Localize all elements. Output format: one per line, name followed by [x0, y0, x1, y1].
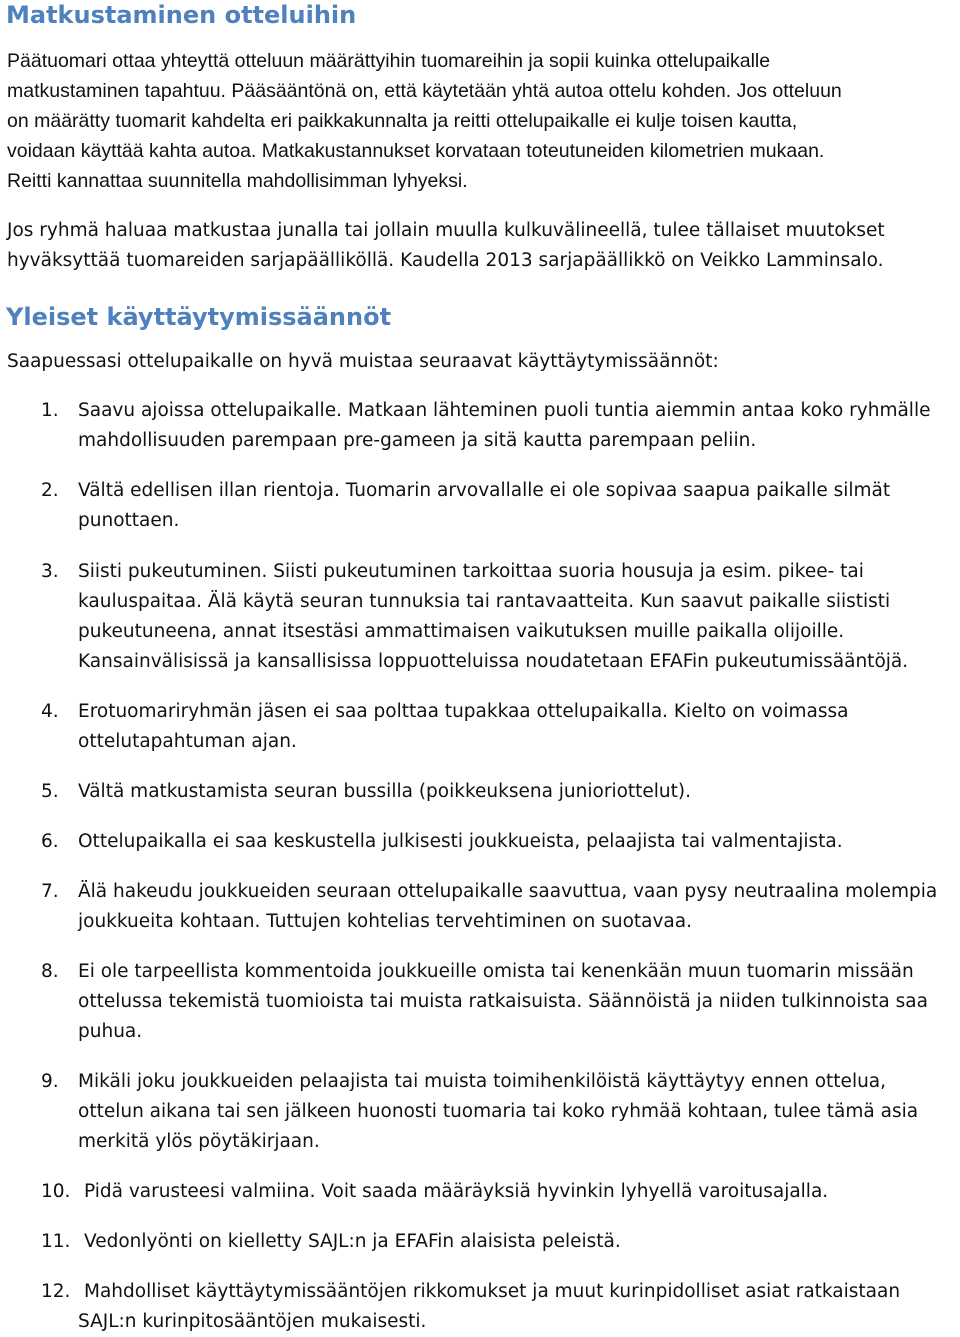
rule-number: 6.: [41, 831, 59, 852]
rule-text: [78, 557, 908, 677]
rule-text: [78, 396, 930, 456]
text-line: joukkueita kohtaan. Tuttujen kohtelias tervehtiminen on suotavaa.: [78, 911, 692, 932]
text-line: Erotuomariryhmän jäsen ei saa polttaa tupakkaa ottelupaikalla. Kielto on voimassa: [78, 701, 849, 722]
rule-text: [78, 1067, 918, 1157]
text-line: Ei ole tarpeellista kommentoida joukkueille omista tai kenenkään muun tuomarin missään: [78, 961, 914, 982]
text-line: Mahdolliset käyttäytymissääntöjen rikkomukset ja muut kurinpidolliset asiat ratkaistaan: [84, 1281, 901, 1302]
text-line: on määrätty tuomarit kahdelta eri paikkakunnalta ja reitti ottelupaikalle ei kulje toisen kautta,: [7, 110, 798, 132]
text-line: Siisti pukeutuminen. Siisti pukeutuminen tarkoittaa suoria housuja ja esim. pikee- tai: [78, 561, 864, 582]
rule-text: [78, 476, 890, 536]
text-line: kauluspaitaa. Älä käytä seuran tunnuksia tai rantavaatteita. Kun saavut paikalle siististi: [78, 591, 891, 612]
text-line: Älä hakeudu joukkueiden seuraan ottelupaikalle saavuttua, vaan pysy neutraalina molempia: [78, 881, 938, 902]
rule-text: [78, 1227, 621, 1257]
text-line: Saapuessasi ottelupaikalle on hyvä muistaa seuraavat käyttäytymissäännöt:: [7, 351, 719, 372]
rule-number: 4.: [41, 701, 59, 722]
text-line: Reitti kannattaa suunnitella mahdollisimman lyhyeksi.: [7, 170, 468, 192]
text-line: matkustaminen tapahtuu. Pääsääntönä on, että käytetään yhtä autoa ottelu kohden. Jos otteluun: [7, 80, 842, 102]
text-line: ottelutapahtuman ajan.: [78, 731, 297, 752]
rule-text: [78, 1277, 900, 1337]
text-line: puhua.: [78, 1021, 143, 1042]
travel-paragraph-2: [7, 216, 885, 276]
text-line: mahdollisuuden parempaan pre-gameen ja sitä kautta parempaan peliin.: [78, 430, 757, 451]
rule-number: 10.: [41, 1181, 71, 1202]
text-line: pukeutuneena, annat itsestäsi ammattimaisen vaikutuksen muille paikalla olijoille.: [78, 621, 845, 642]
text-line: SAJL:n kurinpitosääntöjen mukaisesti.: [78, 1311, 427, 1332]
text-line: Kansainvälisissä ja kansallisissa loppuotteluissa noudatetaan EFAFin pukeutumissääntöjä.: [78, 651, 909, 672]
rule-text: [78, 877, 937, 937]
text-line: Mikäli joku joukkueiden pelaajista tai muista toimihenkilöistä käyttäytyy ennen ottelua,: [78, 1071, 887, 1092]
rule-number: 2.: [41, 480, 59, 501]
text-line: Vältä edellisen illan rientoja. Tuomarin arvovallalle ei ole sopivaa saapua paikalle silmät: [78, 480, 891, 501]
text-line: Vältä matkustamista seuran bussilla (poikkeuksena junioriottelut).: [78, 781, 692, 802]
text-line: Ottelupaikalla ei saa keskustella julkisesti joukkueista, pelaajista tai valmentajista.: [78, 831, 843, 852]
rule-number: 3.: [41, 561, 59, 582]
text-line: Jos ryhmä haluaa matkustaa junalla tai jollain muulla kulkuvälineellä, tulee tällaiset muutokset: [7, 220, 885, 241]
rule-text: [78, 827, 843, 857]
text-line: Pidä varusteesi valmiina. Voit saada määräyksiä hyvinkin lyhyellä varoitusajalla.: [84, 1181, 829, 1202]
rule-text: [78, 777, 691, 807]
rule-number: 1.: [41, 400, 59, 421]
text-line: merkitä ylös pöytäkirjaan.: [78, 1131, 320, 1152]
text-line: Päätuomari ottaa yhteyttä otteluun määrättyihin tuomareihin ja sopii kuinka ottelupaikalle: [7, 50, 771, 72]
section-heading-conduct: Yleiset käyttäytymissäännöt: [6, 303, 392, 331]
rule-number: 11.: [41, 1231, 71, 1252]
section-heading-travel: Matkustaminen otteluihin: [6, 1, 357, 29]
text-line: Vedonlyönti on kielletty SAJL:n ja EFAFin alaisista peleistä.: [84, 1231, 621, 1252]
rule-text: [78, 1177, 828, 1207]
rule-text: [78, 957, 928, 1047]
text-line: ottelussa tekemistä tuomioista tai muista ratkaisuista. Säännöistä ja niiden tulkinnoista saa: [78, 991, 928, 1012]
conduct-intro: [7, 347, 719, 377]
rule-text: [78, 697, 848, 757]
travel-paragraph-1: [7, 46, 842, 196]
rule-number: 8.: [41, 961, 59, 982]
text-line: Saavu ajoissa ottelupaikalle. Matkaan lähteminen puoli tuntia aiemmin antaa koko ryhmälle: [78, 400, 931, 421]
text-line: ottelun aikana tai sen jälkeen huonosti tuomaria tai koko ryhmää kohtaan, tulee tämä asia: [78, 1101, 919, 1122]
rule-number: 12.: [41, 1281, 71, 1302]
rule-number: 5.: [41, 781, 59, 802]
text-line: punottaen.: [78, 510, 180, 531]
rule-number: 9.: [41, 1071, 59, 1092]
text-line: hyväksyttää tuomareiden sarjapäälliköllä. Kaudella 2013 sarjapäällikkö on Veikko Lamminsalo.: [7, 250, 884, 271]
text-line: voidaan käyttää kahta autoa. Matkakustannukset korvataan toteutuneiden kilometrien mukaan.: [7, 140, 825, 162]
rule-number: 7.: [41, 881, 59, 902]
